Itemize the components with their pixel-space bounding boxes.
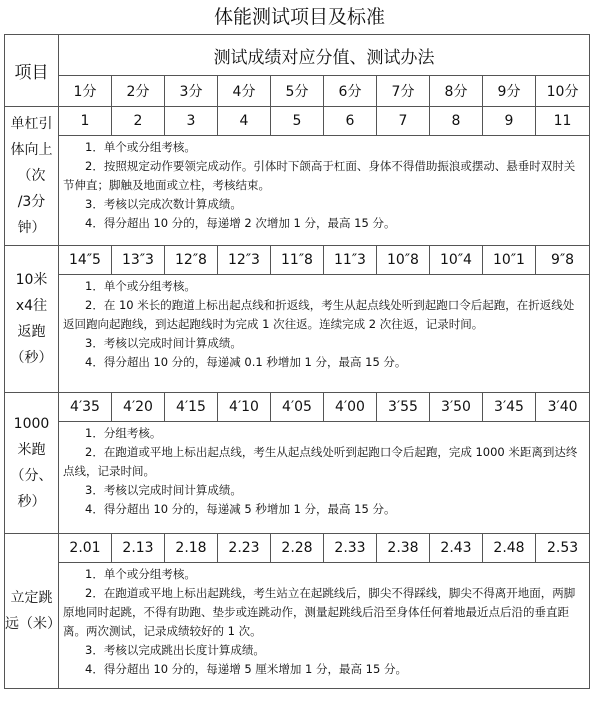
- value-cell: 2.38: [377, 534, 430, 563]
- value-cell: 13″3: [112, 246, 165, 275]
- note-line: 4．得分超出 10 分的，每递减 5 秒增加 1 分，最高 15 分。: [85, 502, 396, 516]
- value-cell: 9: [483, 107, 536, 136]
- points-cell: 10分: [536, 76, 590, 107]
- note-line: 2．按照规定动作要领完成动作。引体时下颌高于杠面、身体不得借助振浪或摆动、悬垂时双肘关节伸直；脚触及地面或立柱，考核结束。: [63, 159, 576, 192]
- item-line: 体向上: [10, 142, 53, 158]
- note-line: 3．考核以完成次数计算成绩。: [85, 197, 242, 211]
- item-cell-run1000: [5, 393, 59, 534]
- points-cell: 8分: [430, 76, 483, 107]
- value-cell: 7: [377, 107, 430, 136]
- note-line: 2．在跑道或平地上标出起点线，考生从起点线处听到起跑口令后起跑，完成 1000 米距离到达终点线，记录时间。: [63, 445, 578, 478]
- points-row: [5, 76, 590, 107]
- value-cell: 3′55: [377, 393, 430, 422]
- note-line: 4．得分超出 10 分的，每递增 2 次增加 1 分，最高 15 分。: [85, 216, 396, 230]
- run1000-values-row: [5, 393, 590, 422]
- item-line: （分、: [10, 468, 53, 484]
- note-line: 2．在 10 米长的跑道上标出起点线和折返线，考生从起点线处听到起跑口令后起跑，在折返线处返回跑向起跑线，到达起跑线时为完成 1 次往返。连续完成 2 次往返，记录时间。: [63, 298, 575, 331]
- value-cell: 10″4: [430, 246, 483, 275]
- standards-table: [4, 34, 590, 689]
- value-cell: 4′35: [59, 393, 112, 422]
- points-cell: 3分: [165, 76, 218, 107]
- item-line: /3分: [17, 194, 46, 210]
- points-cell: 1分: [59, 76, 112, 107]
- value-cell: 2.48: [483, 534, 536, 563]
- item-line: 1000: [13, 416, 50, 432]
- value-cell: 4′05: [271, 393, 324, 422]
- item-line: 秒）: [17, 494, 46, 510]
- value-cell: 3′45: [483, 393, 536, 422]
- note-line: 2．在跑道或平地上标出起跳线，考生站立在起跳线后，脚尖不得踩线，脚尖不得离开地面，两脚原地同时起跳，不得有助跑、垫步或连跳动作，测量起跳线后沿至身体任何着地最近点后沿的垂直距离。两次测试，记录成绩较好的 1 次。: [63, 586, 576, 638]
- note-line: 4．得分超出 10 分的，每递减 0.1 秒增加 1 分，最高 15 分。: [85, 355, 407, 369]
- points-cell: 2分: [112, 76, 165, 107]
- item-line: 10米: [15, 272, 48, 288]
- shuttle-notes-row: [5, 275, 590, 393]
- note-line: 3．考核以完成跳出长度计算成绩。: [85, 643, 265, 657]
- value-cell: 14″5: [59, 246, 112, 275]
- shuttle-values-row: [5, 246, 590, 275]
- jump-notes-row: [5, 563, 590, 689]
- value-cell: 2.33: [324, 534, 377, 563]
- value-cell: 1: [59, 107, 112, 136]
- item-cell-jump: [5, 534, 59, 689]
- item-line: （秒）: [10, 350, 53, 366]
- item-cell-pullup: [5, 107, 59, 246]
- run1000-notes-row: [5, 422, 590, 534]
- value-cell: 4: [218, 107, 271, 136]
- value-cell: 11″8: [271, 246, 324, 275]
- value-cell: 11″3: [324, 246, 377, 275]
- value-cell: 2.28: [271, 534, 324, 563]
- item-line: 立定跳: [10, 590, 53, 606]
- value-cell: 2.43: [430, 534, 483, 563]
- jump-values-row: [5, 534, 590, 563]
- page-title: 体能测试项目及标准: [213, 6, 385, 28]
- item-line: （次: [17, 168, 46, 184]
- value-cell: 8: [430, 107, 483, 136]
- value-cell: 3′50: [430, 393, 483, 422]
- value-cell: 2.01: [59, 534, 112, 563]
- item-line: 返跑: [17, 324, 46, 340]
- item-line: 米跑: [17, 442, 46, 458]
- value-cell: 2: [112, 107, 165, 136]
- note-line: 4．得分超出 10 分的，每递增 5 厘米增加 1 分，最高 15 分。: [85, 662, 407, 676]
- points-cell: 5分: [271, 76, 324, 107]
- notes-cell: [59, 563, 590, 689]
- value-cell: 12″8: [165, 246, 218, 275]
- notes-cell: [59, 275, 590, 393]
- value-cell: 3′40: [536, 393, 590, 422]
- value-cell: 5: [271, 107, 324, 136]
- value-cell: 12″3: [218, 246, 271, 275]
- item-line: 单杠引: [10, 116, 53, 132]
- note-line: 1．单个或分组考核。: [85, 279, 196, 293]
- notes-cell: [59, 136, 590, 246]
- item-cell-shuttle: [5, 246, 59, 393]
- points-cell: 9分: [483, 76, 536, 107]
- value-cell: 2.18: [165, 534, 218, 563]
- value-cell: 2.13: [112, 534, 165, 563]
- points-cell: 7分: [377, 76, 430, 107]
- notes-cell: [59, 422, 590, 534]
- value-cell: 4′10: [218, 393, 271, 422]
- score-header: 测试成绩对应分值、测试办法: [59, 35, 590, 76]
- pullup-values-row: [5, 107, 590, 136]
- value-cell: 10″8: [377, 246, 430, 275]
- item-line: x4往: [15, 298, 48, 314]
- points-cell: 6分: [324, 76, 377, 107]
- note-line: 1．单个或分组考核。: [85, 140, 196, 154]
- value-cell: 2.53: [536, 534, 590, 563]
- note-line: 3．考核以完成时间计算成绩。: [85, 336, 242, 350]
- note-line: 1．单个或分组考核。: [85, 567, 196, 581]
- value-cell: 4′20: [112, 393, 165, 422]
- value-cell: 2.23: [218, 534, 271, 563]
- value-cell: 4′15: [165, 393, 218, 422]
- value-cell: 4′00: [324, 393, 377, 422]
- points-cell: 4分: [218, 76, 271, 107]
- note-line: 1．分组考核。: [85, 426, 162, 440]
- value-cell: 10″1: [483, 246, 536, 275]
- value-cell: 3: [165, 107, 218, 136]
- value-cell: 9″8: [536, 246, 590, 275]
- note-line: 3．考核以完成时间计算成绩。: [85, 483, 242, 497]
- item-line: 远（米）: [5, 616, 61, 632]
- value-cell: 11: [536, 107, 590, 136]
- value-cell: 6: [324, 107, 377, 136]
- item-header: 项目: [5, 35, 59, 107]
- item-line: 钟）: [17, 220, 46, 236]
- header-row: [5, 35, 590, 76]
- pullup-notes-row: [5, 136, 590, 246]
